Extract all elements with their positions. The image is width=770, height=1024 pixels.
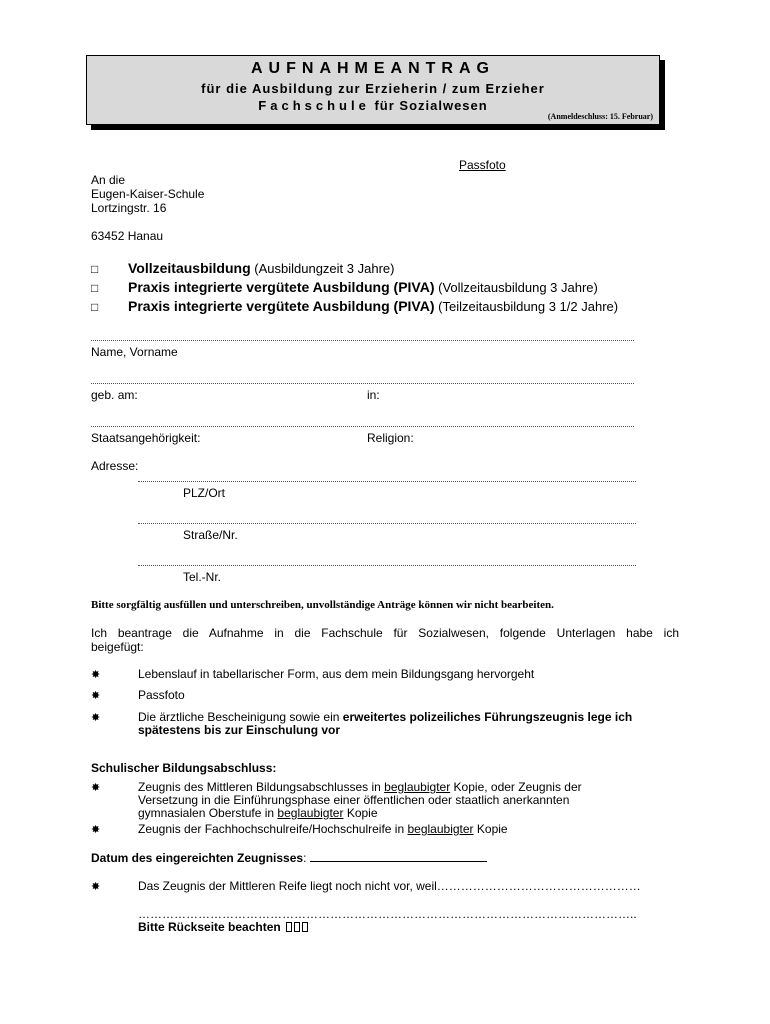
- address-label: Adresse:: [91, 459, 139, 473]
- passfoto-label: Passfoto: [459, 158, 506, 172]
- option-title: Praxis integrierte vergütete Ausbildung (PIVA): [128, 298, 435, 314]
- fill-notice: Bitte sorgfältig ausfüllen und unterschreiben, unvollständige Anträge können wir nicht bearbeiten.: [91, 599, 554, 611]
- nationality-input-line[interactable]: [91, 426, 634, 427]
- option-title: Praxis integrierte vergütete Ausbildung (PIVA): [128, 279, 435, 295]
- option-title: Vollzeitausbildung: [128, 260, 251, 276]
- phone-input-line[interactable]: [138, 565, 636, 566]
- bullet-icon: ✸: [91, 669, 101, 681]
- placeholder-glyph-icon: [302, 922, 308, 932]
- mittlere-reife-reason-cont[interactable]: ……………………………………………………………………………………………………………..: [138, 907, 637, 921]
- school-heading: Schulischer Bildungsabschluss:: [91, 761, 277, 775]
- option-detail: (Ausbildungzeit 3 Jahre): [254, 261, 395, 276]
- document-medical: [138, 711, 683, 737]
- bullet-icon: ✸: [91, 782, 101, 794]
- option-piva-teilzeit[interactable]: [91, 298, 618, 314]
- plz-input-line[interactable]: [138, 481, 636, 482]
- request-text-cont: beigefügt:: [91, 640, 144, 654]
- backside-text: Bitte Rückseite beachten: [138, 920, 281, 934]
- text: Kopie: [476, 822, 508, 836]
- bullet-icon: ✸: [91, 712, 101, 724]
- address-postcode: 63452 Hanau: [91, 229, 164, 243]
- address-line: Eugen-Kaiser-Schule: [91, 187, 205, 201]
- street-label: Straße/Nr.: [183, 528, 238, 542]
- text: gymnasialen Oberstufe in: [138, 806, 275, 820]
- bullet-icon: ✸: [91, 824, 101, 836]
- document-photo: Passfoto: [138, 688, 185, 702]
- option-detail: (Vollzeitausbildung 3 Jahre): [438, 280, 598, 295]
- text: Kopie: [346, 806, 378, 820]
- certificate-date-label: Datum des eingereichten Zeugnisses: [91, 851, 304, 865]
- option-detail: (Teilzeitausbildung 3 1/2 Jahre): [438, 299, 619, 314]
- certificate-date-input[interactable]: [310, 851, 487, 862]
- name-input-line[interactable]: [91, 340, 634, 341]
- checkbox[interactable]: □: [91, 262, 99, 276]
- religion-label: Religion:: [367, 431, 414, 445]
- placeholder-glyph-icon: [286, 922, 292, 932]
- text: Versetzung in die Einführungsphase einer öffentlichen oder staatlich anerkannten: [138, 793, 570, 807]
- emphasis: beglaubigter: [384, 780, 451, 794]
- certificate-date-row: [91, 851, 487, 865]
- text: Kopie, oder Zeugnis der: [453, 780, 582, 794]
- checkbox[interactable]: □: [91, 281, 99, 295]
- school-type: Fachschule: [258, 98, 370, 113]
- address-line: Lortzingstr. 16: [91, 201, 167, 215]
- option-piva-vollzeit[interactable]: [91, 279, 598, 295]
- name-label: Name, Vorname: [91, 345, 178, 359]
- school-option-abitur: [138, 823, 683, 836]
- document-deadline-text: spätestens bis zur Einschulung vor: [138, 723, 341, 737]
- option-vollzeit[interactable]: [91, 260, 394, 276]
- backside-note: [138, 921, 683, 934]
- request-text: Ich beantrage die Aufnahme in die Fachschule für Sozialwesen, folgende Unterlagen habe ich: [91, 626, 679, 640]
- address-line: An die: [91, 173, 126, 187]
- deadline-note: (Anmeldeschluss: 15. Februar): [547, 112, 653, 121]
- text: Zeugnis der Fachhochschulreife/Hochschulreife in: [138, 822, 405, 836]
- document-cv: Lebenslauf in tabellarischer Form, aus dem mein Bildungsgang hervorgeht: [138, 667, 535, 681]
- placeholder-glyph-icon: [294, 922, 300, 932]
- form-subtitle: für die Ausbildung zur Erzieherin / zum Erzieher: [201, 81, 545, 96]
- phone-label: Tel.-Nr.: [183, 570, 222, 584]
- bullet-icon: ✸: [91, 690, 101, 702]
- form-title: AUFNAHMEANTRAG: [251, 60, 495, 77]
- birth-place-label: in:: [367, 388, 380, 402]
- street-input-line[interactable]: [138, 523, 636, 524]
- school-option-msa: [138, 781, 683, 820]
- form-school-name: [87, 98, 659, 113]
- mittlere-reife-reason[interactable]: Das Zeugnis der Mittleren Reife liegt noch nicht vor, weil……………………………………………: [138, 879, 641, 893]
- plz-label: PLZ/Ort: [183, 486, 226, 500]
- birth-date-label: geb. am:: [91, 388, 138, 402]
- nationality-label: Staatsangehörigkeit:: [91, 431, 201, 445]
- emphasis: beglaubigter: [407, 822, 474, 836]
- document-police-text: erweitertes polizeiliches Führungszeugnis lege ich: [342, 710, 633, 724]
- checkbox[interactable]: □: [91, 300, 99, 314]
- bullet-icon: ✸: [91, 881, 101, 893]
- colon: :: [303, 851, 307, 865]
- document-medical-text: Die ärztliche Bescheinigung sowie ein: [138, 710, 340, 724]
- school-field: für Sozialwesen: [374, 98, 488, 113]
- text: Zeugnis des Mittleren Bildungsabschlusses in: [138, 780, 381, 794]
- birth-input-line[interactable]: [91, 383, 634, 384]
- form-header: [86, 55, 660, 125]
- emphasis: beglaubigter: [277, 806, 344, 820]
